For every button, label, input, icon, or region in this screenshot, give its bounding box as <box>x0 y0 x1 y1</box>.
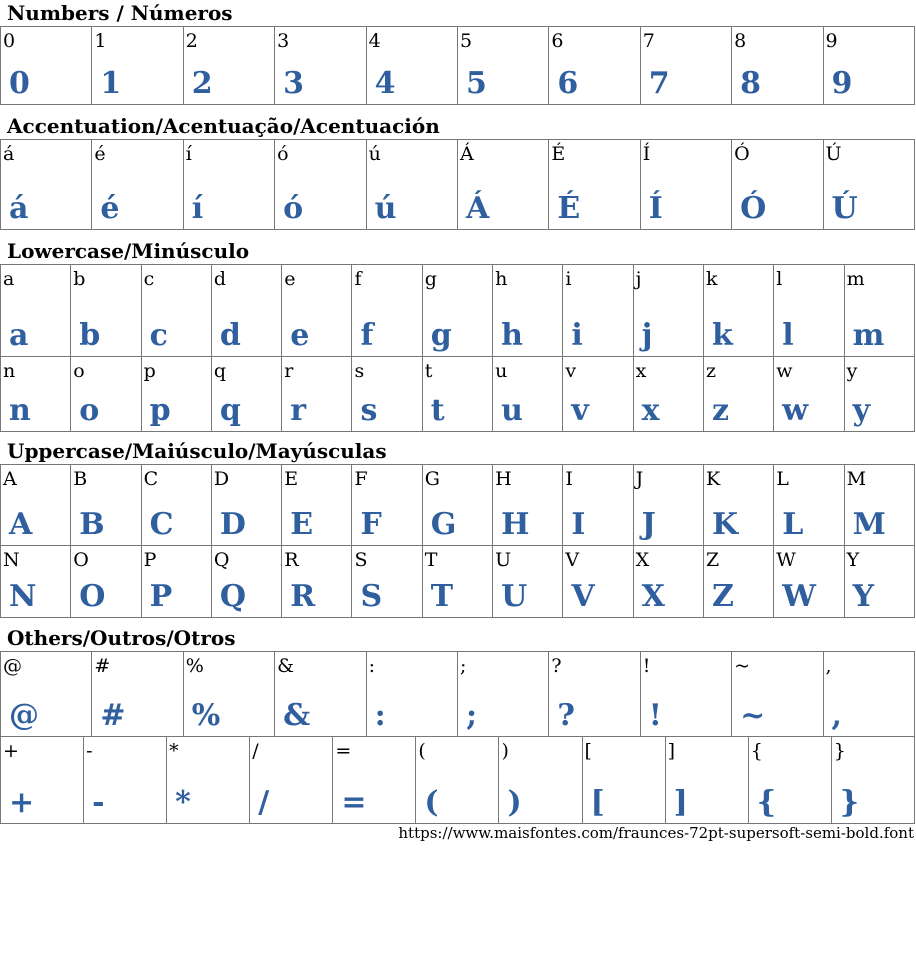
glyph-sample: k <box>711 318 733 353</box>
glyph-cell <box>1 27 92 105</box>
glyph-sample: s <box>360 393 378 428</box>
glyph-sample: Í <box>648 191 663 226</box>
glyph-cell <box>493 465 563 546</box>
glyph-label: H <box>495 468 512 490</box>
glyph-label: } <box>833 740 846 762</box>
glyph-sample: ~ <box>740 698 766 733</box>
uppercase-row <box>1 546 915 618</box>
glyph-cell <box>703 465 773 546</box>
others-grid-2 <box>0 736 915 824</box>
glyph-cell <box>844 465 914 546</box>
glyph-label: + <box>3 740 19 762</box>
glyph-sample: : <box>374 698 386 733</box>
glyph-label: 0 <box>3 30 16 52</box>
glyph-sample: + <box>9 785 35 820</box>
glyph-sample: H <box>501 507 530 542</box>
glyph-sample: % <box>191 698 221 733</box>
glyph-sample: Z <box>711 579 734 614</box>
glyph-cell <box>141 546 211 618</box>
glyph-label: j <box>635 268 642 290</box>
glyph-sample: Q <box>219 579 247 614</box>
glyph-sample: S <box>360 579 383 614</box>
glyph-cell <box>633 265 703 357</box>
section-title-numbers: Numbers / Números <box>7 1 233 25</box>
glyph-sample: = <box>341 785 367 820</box>
glyph-label: U <box>495 549 512 571</box>
glyph-label: @ <box>3 655 22 677</box>
glyph-sample: u <box>501 393 523 428</box>
glyph-cell <box>211 357 281 432</box>
glyph-cell <box>1 737 84 824</box>
glyph-label: N <box>3 549 20 571</box>
glyph-sample: C <box>149 507 174 542</box>
glyph-cell <box>823 140 914 230</box>
glyph-cell <box>703 546 773 618</box>
glyph-sample: F <box>360 507 382 542</box>
glyph-label: 6 <box>551 30 564 52</box>
glyph-label: Q <box>213 549 230 571</box>
glyph-sample: V <box>571 579 595 614</box>
glyph-sample: & <box>283 698 311 733</box>
glyph-sample: O <box>79 579 106 614</box>
others-grid-1 <box>0 651 915 737</box>
glyph-label: [ <box>584 740 592 762</box>
glyph-cell <box>633 465 703 546</box>
glyph-cell <box>563 465 633 546</box>
glyph-cell <box>366 140 457 230</box>
glyph-sample: 6 <box>557 66 579 101</box>
glyph-sample: ) <box>507 785 522 820</box>
glyph-label: # <box>94 655 111 677</box>
glyph-label: g <box>424 268 437 290</box>
glyph-sample: d <box>219 318 241 353</box>
glyph-label: * <box>169 740 179 762</box>
glyph-sample: W <box>782 579 816 614</box>
glyph-cell <box>633 546 703 618</box>
glyph-label: Ó <box>734 143 750 165</box>
glyph-sample: X <box>641 579 665 614</box>
glyph-label: w <box>776 360 793 382</box>
glyph-cell <box>352 357 422 432</box>
glyph-cell <box>141 265 211 357</box>
glyph-label: r <box>284 360 294 382</box>
glyph-sample: D <box>219 507 246 542</box>
glyph-sample: z <box>711 393 730 428</box>
glyph-label: ú <box>368 143 381 165</box>
glyph-sample: E <box>290 507 314 542</box>
glyph-sample: á <box>9 191 29 226</box>
glyph-cell <box>275 140 366 230</box>
glyph-cell <box>844 357 914 432</box>
glyph-sample: a <box>9 318 29 353</box>
glyph-label: ; <box>459 655 467 677</box>
glyph-label: 1 <box>94 30 107 52</box>
glyph-label: d <box>213 268 227 290</box>
glyph-label: D <box>213 468 230 490</box>
glyph-cell <box>844 265 914 357</box>
glyph-cell <box>582 737 665 824</box>
glyph-sample: Y <box>852 579 874 614</box>
glyph-cell <box>183 27 274 105</box>
glyph-sample: G <box>430 507 457 542</box>
glyph-label: o <box>73 360 85 382</box>
glyph-cell <box>71 357 141 432</box>
numbers-grid <box>0 26 915 105</box>
glyph-sample: ? <box>557 698 575 733</box>
glyph-label: k <box>705 268 718 290</box>
uppercase-grid <box>0 464 915 618</box>
glyph-cell <box>640 652 731 737</box>
glyph-label: t <box>424 360 433 382</box>
glyph-cell <box>275 652 366 737</box>
glyph-label: Ú <box>825 143 842 165</box>
uppercase-row <box>1 465 915 546</box>
glyph-label: S <box>354 549 368 571</box>
glyph-label: 5 <box>459 30 473 52</box>
glyph-cell <box>774 465 844 546</box>
glyph-label: q <box>213 360 227 382</box>
glyph-sample: Á <box>465 191 490 226</box>
glyph-label: É <box>551 143 566 165</box>
glyph-cell <box>141 465 211 546</box>
glyph-cell <box>366 652 457 737</box>
glyph-cell <box>774 546 844 618</box>
glyph-cell <box>493 265 563 357</box>
glyph-label: L <box>776 468 789 490</box>
glyph-cell <box>457 140 548 230</box>
glyph-cell <box>1 546 71 618</box>
glyph-sample: [ <box>590 785 605 820</box>
glyph-sample: R <box>290 579 316 614</box>
glyph-sample: ! <box>648 698 662 733</box>
section-title-lowercase: Lowercase/Minúsculo <box>7 239 250 263</box>
glyph-label: M <box>846 468 867 490</box>
glyph-sample: í <box>191 191 204 226</box>
accentuation-grid <box>0 139 915 230</box>
glyph-label: J <box>635 468 644 490</box>
glyph-sample: T <box>430 579 454 614</box>
glyph-sample: * <box>175 785 191 820</box>
glyph-sample: K <box>711 507 739 542</box>
glyph-cell <box>563 265 633 357</box>
glyph-sample: @ <box>9 698 39 733</box>
glyph-sample: A <box>9 507 33 542</box>
glyph-label: n <box>3 360 16 382</box>
others-row <box>1 737 915 824</box>
glyph-sample: o <box>79 393 100 428</box>
glyph-label: ! <box>642 655 651 677</box>
glyph-cell <box>844 546 914 618</box>
glyph-label: W <box>776 549 796 571</box>
glyph-cell <box>352 465 422 546</box>
glyph-cell <box>457 27 548 105</box>
glyph-label: 2 <box>185 30 198 52</box>
glyph-label: 4 <box>368 30 381 52</box>
glyph-sample: 3 <box>283 66 305 101</box>
glyph-label: x <box>635 360 647 382</box>
glyph-cell <box>703 357 773 432</box>
glyph-label: h <box>495 268 508 290</box>
glyph-sample: é <box>100 191 120 226</box>
glyph-cell <box>549 27 640 105</box>
glyph-sample: P <box>149 579 173 614</box>
glyph-cell <box>211 546 281 618</box>
glyph-cell <box>640 27 731 105</box>
glyph-label: b <box>73 268 86 290</box>
glyph-label: ~ <box>734 655 751 677</box>
glyph-label: ? <box>551 655 562 677</box>
glyph-sample: } <box>839 785 860 820</box>
glyph-sample: M <box>852 507 886 542</box>
lowercase-row <box>1 265 915 357</box>
glyph-label: F <box>354 468 368 490</box>
glyph-sample: y <box>852 393 870 428</box>
source-url: https://www.maisfontes.com/fraunces-72pt-supersoft-semi-bold.font <box>398 824 914 842</box>
glyph-cell <box>549 140 640 230</box>
glyph-sample: r <box>290 393 306 428</box>
glyph-cell <box>352 265 422 357</box>
glyph-cell <box>457 652 548 737</box>
section-title-uppercase: Uppercase/Maiúsculo/Mayúsculas <box>7 439 387 463</box>
glyph-sample: m <box>852 318 885 353</box>
glyph-cell <box>282 357 352 432</box>
numbers-row <box>1 27 915 105</box>
glyph-sample: c <box>149 318 168 353</box>
glyph-label: 3 <box>277 30 290 52</box>
glyph-cell <box>282 265 352 357</box>
glyph-label: R <box>284 549 299 571</box>
glyph-cell <box>563 357 633 432</box>
glyph-cell <box>211 265 281 357</box>
glyph-label: C <box>143 468 159 490</box>
glyph-label: Y <box>846 549 860 571</box>
glyph-label: X <box>635 549 650 571</box>
glyph-cell <box>183 140 274 230</box>
glyph-sample: 1 <box>100 66 122 101</box>
glyph-sample: f <box>360 318 374 353</box>
glyph-sample: n <box>9 393 31 428</box>
glyph-label: T <box>424 549 438 571</box>
glyph-label: s <box>354 360 365 382</box>
glyph-sample: / <box>258 785 270 820</box>
glyph-sample: L <box>782 507 804 542</box>
glyph-label: l <box>776 268 783 290</box>
glyph-label: f <box>354 268 362 290</box>
glyph-cell <box>71 546 141 618</box>
glyph-label: 7 <box>642 30 655 52</box>
glyph-label: - <box>86 740 93 762</box>
glyph-sample: 8 <box>740 66 761 101</box>
glyph-cell <box>71 265 141 357</box>
glyph-cell <box>333 737 416 824</box>
glyph-cell <box>831 737 914 824</box>
glyph-label: G <box>424 468 440 490</box>
glyph-label: p <box>143 360 156 382</box>
glyph-cell <box>282 465 352 546</box>
glyph-sample: t <box>430 393 445 428</box>
glyph-label: V <box>565 549 580 571</box>
glyph-label: í <box>185 143 192 165</box>
glyph-cell <box>732 140 823 230</box>
glyph-sample: , <box>831 698 842 733</box>
glyph-sample: g <box>430 318 452 353</box>
glyph-sample: { <box>756 785 776 820</box>
glyph-cell <box>563 546 633 618</box>
glyph-sample: U <box>501 579 528 614</box>
accentuation-row <box>1 140 915 230</box>
glyph-sample: p <box>149 393 171 428</box>
glyph-cell <box>1 265 71 357</box>
glyph-sample: ú <box>374 191 397 226</box>
glyph-sample: É <box>557 191 581 226</box>
glyph-label: c <box>143 268 155 290</box>
glyph-sample: i <box>571 318 583 353</box>
glyph-cell <box>422 357 492 432</box>
glyph-cell <box>92 27 183 105</box>
glyph-sample: I <box>571 507 586 542</box>
glyph-sample: v <box>571 393 589 428</box>
glyph-label: B <box>73 468 88 490</box>
glyph-label: é <box>94 143 106 165</box>
glyph-sample: Ó <box>740 191 767 226</box>
glyph-cell <box>774 357 844 432</box>
glyph-sample: x <box>641 393 660 428</box>
glyph-cell <box>499 737 582 824</box>
glyph-label: % <box>185 655 204 677</box>
lowercase-grid <box>0 264 915 432</box>
glyph-cell <box>422 465 492 546</box>
glyph-sample: ] <box>673 785 688 820</box>
glyph-sample: 4 <box>374 66 396 101</box>
lowercase-row <box>1 357 915 432</box>
glyph-sample: N <box>9 579 37 614</box>
glyph-cell <box>422 546 492 618</box>
section-title-accentuation: Accentuation/Acentuação/Acentuación <box>7 114 440 138</box>
glyph-label: y <box>846 360 858 382</box>
glyph-sample: w <box>782 393 809 428</box>
glyph-label: e <box>284 268 296 290</box>
glyph-label: : <box>368 655 375 677</box>
glyph-label: = <box>335 740 352 762</box>
glyph-cell <box>665 737 748 824</box>
glyph-label: I <box>565 468 573 490</box>
glyph-cell <box>92 652 183 737</box>
glyph-label: i <box>565 268 572 290</box>
glyph-label: Í <box>642 143 651 165</box>
glyph-label: á <box>3 143 15 165</box>
glyph-sample: q <box>219 393 241 428</box>
glyph-label: z <box>705 360 716 382</box>
glyph-label: Z <box>705 549 720 571</box>
glyph-sample: b <box>79 318 101 353</box>
glyph-sample: ( <box>424 785 439 820</box>
glyph-sample: 7 <box>648 66 670 101</box>
glyph-cell <box>823 27 914 105</box>
glyph-label: 9 <box>825 30 838 52</box>
glyph-sample: # <box>100 698 126 733</box>
glyph-label: O <box>73 549 89 571</box>
glyph-label: E <box>284 468 299 490</box>
glyph-label: ) <box>501 740 509 762</box>
glyph-cell <box>282 546 352 618</box>
section-title-others: Others/Outros/Otros <box>7 626 236 650</box>
glyph-cell <box>167 737 250 824</box>
glyph-cell <box>633 357 703 432</box>
glyph-cell <box>732 27 823 105</box>
glyph-cell <box>71 465 141 546</box>
glyph-cell <box>1 140 92 230</box>
glyph-sample: 9 <box>831 66 853 101</box>
glyph-label: Á <box>459 143 474 165</box>
glyph-cell <box>1 652 92 737</box>
glyph-label: 8 <box>734 30 747 52</box>
glyph-label: ó <box>277 143 289 165</box>
glyph-cell <box>493 357 563 432</box>
glyph-label: v <box>565 360 577 382</box>
glyph-label: a <box>3 268 15 290</box>
glyph-cell <box>549 652 640 737</box>
glyph-label: { <box>750 740 763 762</box>
glyph-sample: ; <box>465 698 478 733</box>
glyph-sample: h <box>501 318 523 353</box>
glyph-cell <box>823 652 914 737</box>
glyph-label: / <box>252 740 259 762</box>
glyph-cell <box>84 737 167 824</box>
glyph-sample: e <box>290 318 310 353</box>
glyph-label: u <box>495 360 508 382</box>
glyph-sample: ó <box>283 191 304 226</box>
glyph-cell <box>1 357 71 432</box>
glyph-cell <box>748 737 831 824</box>
glyph-cell <box>774 265 844 357</box>
glyph-cell <box>366 27 457 105</box>
glyph-cell <box>183 652 274 737</box>
glyph-label: K <box>705 468 721 490</box>
glyph-cell <box>640 140 731 230</box>
glyph-cell <box>732 652 823 737</box>
glyph-cell <box>250 737 333 824</box>
glyph-label: , <box>825 655 832 677</box>
glyph-sample: Ú <box>831 191 858 226</box>
glyph-cell <box>416 737 499 824</box>
glyph-cell <box>352 546 422 618</box>
others-row <box>1 652 915 737</box>
glyph-cell <box>703 265 773 357</box>
glyph-sample: j <box>641 318 653 353</box>
glyph-cell <box>211 465 281 546</box>
glyph-cell <box>493 546 563 618</box>
glyph-sample: 0 <box>9 66 30 101</box>
glyph-cell <box>141 357 211 432</box>
glyph-label: m <box>846 268 865 290</box>
glyph-sample: - <box>92 785 105 820</box>
glyph-cell <box>92 140 183 230</box>
glyph-cell <box>422 265 492 357</box>
glyph-sample: 2 <box>191 66 213 101</box>
glyph-cell <box>1 465 71 546</box>
glyph-cell <box>275 27 366 105</box>
glyph-sample: l <box>782 318 794 353</box>
glyph-sample: 5 <box>465 66 487 101</box>
glyph-label: ] <box>667 740 676 762</box>
glyph-label: P <box>143 549 157 571</box>
glyph-sample: J <box>641 507 656 542</box>
glyph-label: ( <box>418 740 426 762</box>
glyph-label: & <box>277 655 295 677</box>
glyph-sample: B <box>79 507 105 542</box>
glyph-label: A <box>3 468 17 490</box>
